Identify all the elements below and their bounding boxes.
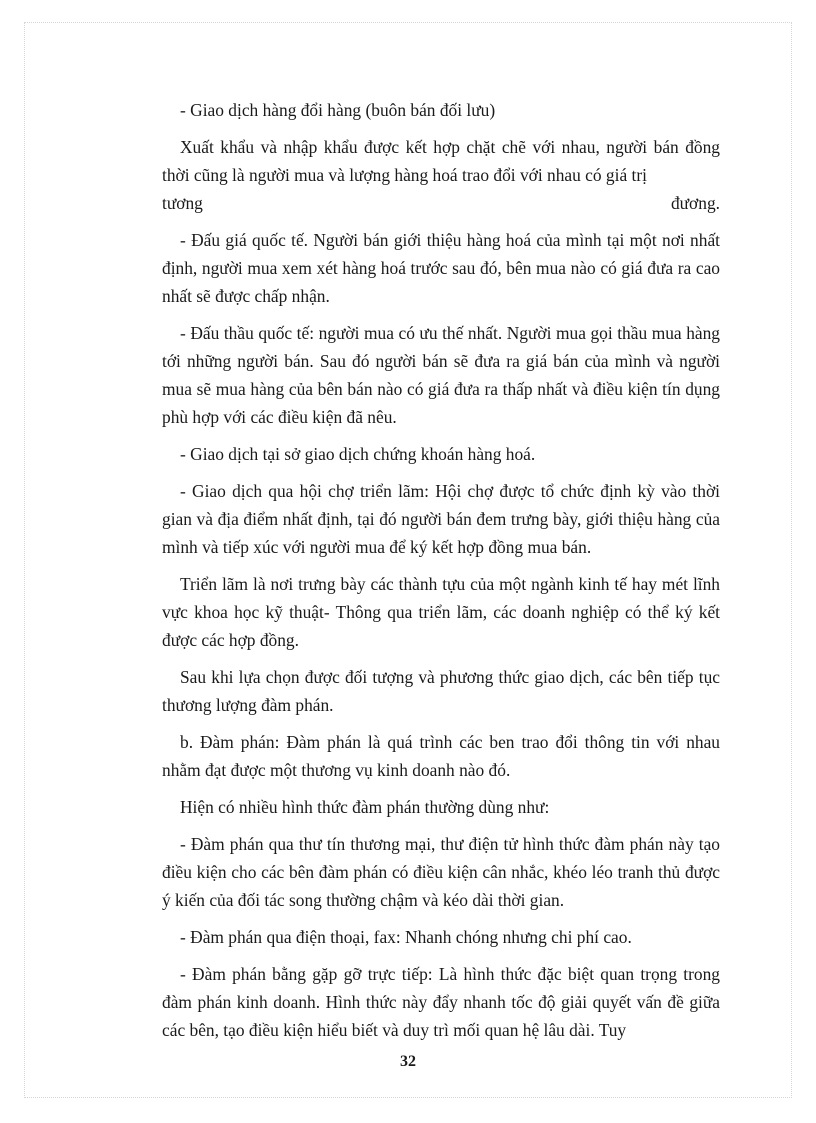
paragraph-export-import-text: Xuất khẩu và nhập khẩu được kết hợp chặt chẽ với nhau, người bán đồng thời cũng là người mua và lượng hàng hoá trao đổi với nhau có giá trị: [162, 137, 720, 185]
paragraph-commodity-exchange: - Giao dịch tại sở giao dịch chứng khoán hàng hoá.: [180, 444, 536, 464]
paragraph-direct-negotiation: - Đàm phán bằng gặp gỡ trực tiếp: Là hình thức đặc biệt quan trọng trong đàm phán kinh doanh. Hình thức này đẩy nhanh tốc độ giải quyết vấn đề giữa các bên, tạo điều kiện hiểu biết và duy trì mối quan hệ lâu dài. Tuy: [162, 964, 720, 1040]
paragraph-export-import: [162, 133, 720, 217]
word-duong: đương.: [670, 193, 720, 213]
paragraph-trade-fair: - Giao dịch qua hội chợ triển lãm: Hội chợ được tổ chức định kỳ vào thời gian và địa điểm nhất định, tại đó người bán đem trưng bày, giới thiệu hàng của mình và tiếp xúc với người mua để ký kết hợp đồng mua bán.: [162, 481, 720, 557]
page-number: 32: [400, 1053, 416, 1070]
paragraph-bidding: - Đấu thầu quốc tế: người mua có ưu thế nhất. Người mua gọi thầu mua hàng tới những người bán. Sau đó người bán sẽ đưa ra giá bán của mình và người mua sẽ mua hàng của bên bán nào có giá đưa ra thấp nhất và điều kiện tín dụng phù hợp với các điều kiện đã nêu.: [162, 323, 720, 427]
paragraph-phone-negotiation: - Đàm phán qua điện thoại, fax: Nhanh chóng nhưng chi phí cao.: [180, 927, 632, 947]
word-tuong: tương: [162, 193, 203, 213]
paragraph-auction: - Đấu giá quốc tế. Người bán giới thiệu hàng hoá của mình tại một nơi nhất định, người mua xem xét hàng hoá trước sau đó, bên mua nào có giá đưa ra cao nhất sẽ được chấp nhận.: [162, 230, 720, 306]
paragraph-negotiation: b. Đàm phán: Đàm phán là quá trình các ben trao đổi thông tin với nhau nhằm đạt được một thương vụ kinh doanh nào đó.: [162, 732, 720, 780]
paragraph-after-selection: Sau khi lựa chọn được đối tượng và phương thức giao dịch, các bên tiếp tục thương lượng đàm phán.: [162, 667, 720, 715]
paragraph-negotiation-forms: Hiện có nhiều hình thức đàm phán thường dùng như:: [180, 797, 550, 817]
paragraph-exhibition: Triển lãm là nơi trưng bày các thành tựu của một ngành kinh tế hay mét lĩnh vực khoa học kỹ thuật- Thông qua triển lãm, các doanh nghiệp có thể ký kết được các hợp đồng.: [162, 574, 720, 650]
document-body: [162, 96, 720, 1053]
paragraph-mail-negotiation: - Đàm phán qua thư tín thương mại, thư điện tử hình thức đàm phán này tạo điều kiện cho các bên đàm phán có điều kiện cân nhắc, khéo léo tranh thủ được ý kiến của đối tác song thường chậm và kéo dài thời gian.: [162, 834, 720, 910]
paragraph-barter: - Giao dịch hàng đổi hàng (buôn bán đối lưu): [180, 100, 496, 120]
paragraph-export-import-last-line: [162, 189, 720, 217]
